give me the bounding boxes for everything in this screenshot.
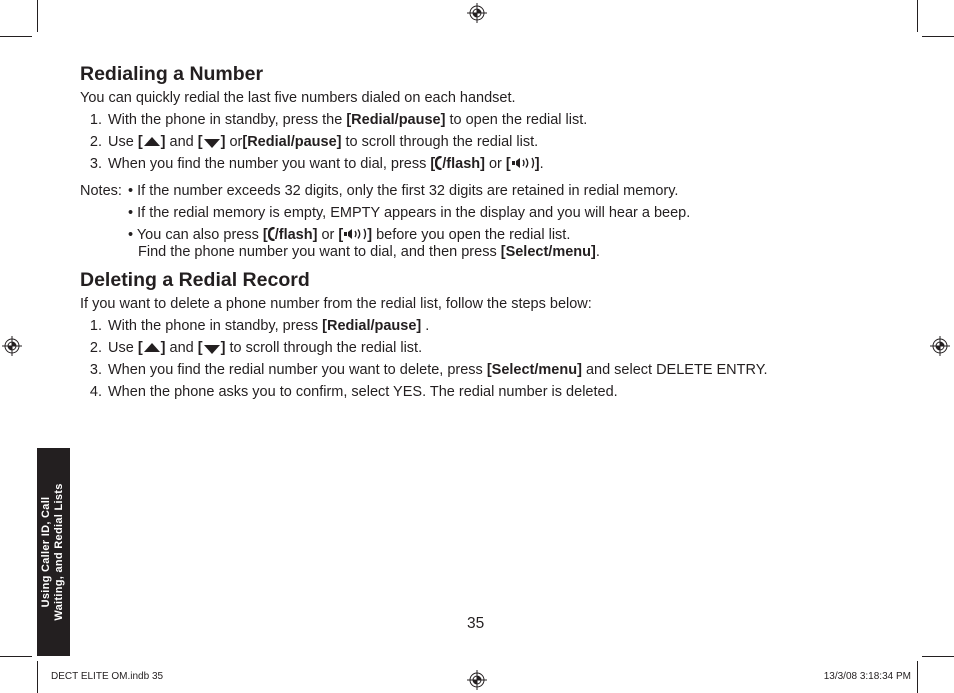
step-number: 1.: [89, 112, 102, 128]
crop-mark: [922, 656, 954, 657]
step-text: With the phone in standby, press the [Redial/pause] to open the redial list.: [108, 112, 588, 128]
up-arrow-icon: [144, 343, 160, 352]
step-number: 2.: [89, 134, 102, 150]
crop-mark: [0, 36, 32, 37]
crop-mark: [37, 0, 38, 32]
step-text: Use [ ] and [ ] to scroll through the redial list.: [108, 340, 423, 356]
key-label: [Redial/pause]: [322, 318, 422, 334]
crop-mark: [917, 661, 918, 693]
chapter-tab: [37, 448, 70, 656]
footer-file-info: DECT ELITE OM.indb 35: [51, 671, 164, 682]
step-number: 2.: [89, 340, 102, 356]
section-heading: Redialing a Number: [80, 63, 264, 85]
step-number: 3.: [89, 362, 102, 378]
note-item: • If the redial memory is empty, EMPTY appears in the display and you will hear a beep.: [128, 205, 691, 221]
crop-mark: [37, 661, 38, 693]
section-intro: If you want to delete a phone number from the redial list, follow the steps below:: [80, 296, 592, 312]
registration-mark-icon: [467, 670, 487, 690]
down-arrow-icon: [204, 345, 220, 354]
chapter-tab-label: Using Caller ID, Call Waiting, and Redial Lists: [40, 483, 65, 621]
step-text: When you find the redial number you want to delete, press [Select/menu] and select DELETE ENTRY.: [108, 362, 768, 378]
step-text: When the phone asks you to confirm, select YES. The redial number is deleted.: [108, 384, 618, 400]
talk-icon: [268, 227, 275, 241]
crop-mark: [922, 36, 954, 37]
step-text: With the phone in standby, press [Redial/pause] .: [108, 318, 430, 334]
step-text: When you find the number you want to dial, press [ /flash] or [ ].: [108, 156, 544, 172]
note-item-continuation: Find the phone number you want to dial, and then press [Select/menu].: [138, 244, 600, 260]
key-label: [Redial/pause]: [346, 112, 446, 128]
notes-label: Notes:: [80, 183, 122, 199]
up-arrow-icon: [144, 137, 160, 146]
key-label: [Select/menu]: [486, 362, 582, 378]
crop-mark: [917, 0, 918, 32]
step-number: 4.: [89, 384, 102, 400]
key-label: [Redial/pause]: [242, 134, 342, 150]
registration-mark-icon: [467, 3, 487, 23]
section-intro: You can quickly redial the last five numbers dialed on each handset.: [80, 90, 516, 106]
section-heading: Deleting a Redial Record: [80, 269, 310, 291]
step-number: 1.: [89, 318, 102, 334]
step-number: 3.: [89, 156, 102, 172]
note-item: • If the number exceeds 32 digits, only the first 32 digits are retained in redial memory.: [128, 183, 679, 199]
registration-mark-icon: [2, 336, 22, 356]
footer-timestamp: 13/3/08 3:18:34 PM: [823, 671, 911, 682]
speaker-icon: [343, 228, 367, 240]
talk-icon: [435, 156, 442, 170]
page-number: 35: [467, 615, 485, 632]
note-item: • You can also press [ /flash] or [ ] before you open the redial list.: [128, 227, 571, 243]
speaker-icon: [511, 157, 535, 169]
registration-mark-icon: [930, 336, 950, 356]
key-label: [Select/menu]: [500, 244, 596, 260]
down-arrow-icon: [204, 139, 220, 148]
crop-mark: [0, 656, 32, 657]
step-text: Use [ ] and [ ] or[Redial/pause] to scroll through the redial list.: [108, 134, 539, 150]
